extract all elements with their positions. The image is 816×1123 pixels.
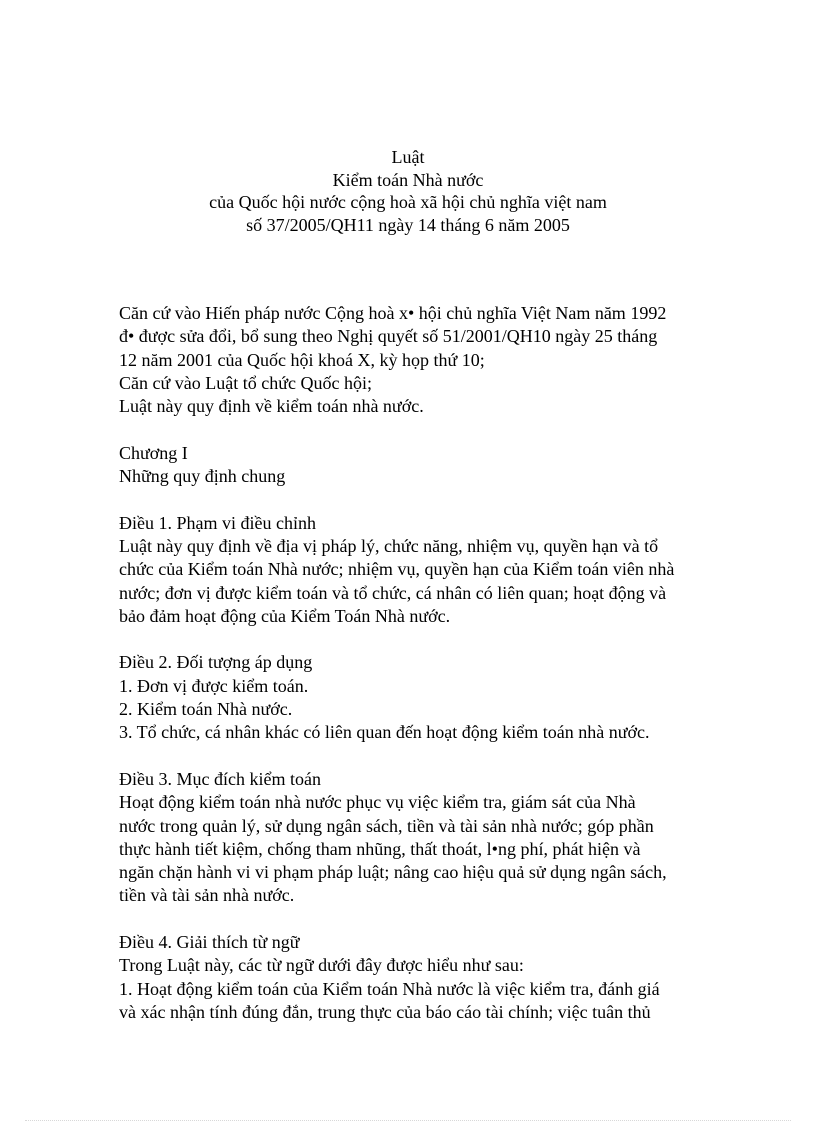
chapter xyxy=(119,442,709,489)
article-heading: Điều 3. Mục đích kiểm toán xyxy=(119,768,321,789)
article-line: 1. Hoạt động kiểm toán của Kiểm toán Nhà nước là việc kiểm tra, đánh giá xyxy=(119,978,660,999)
article-1 xyxy=(119,512,709,628)
article-line: 1. Đơn vị được kiểm toán. xyxy=(119,675,309,696)
law-issuer: của Quốc hội nước cộng hoà xã hội chủ nghĩa việt nam xyxy=(209,192,607,212)
document-body xyxy=(119,302,709,1024)
preamble-line: Căn cứ vào Hiến pháp nước Cộng hoà x• hội chủ nghĩa Việt Nam năm 1992 xyxy=(119,303,667,323)
preamble-line: 12 năm 2001 của Quốc hội khoá X, kỳ họp thứ 10; xyxy=(119,349,485,370)
article-line: 2. Kiểm toán Nhà nước. xyxy=(119,699,293,720)
law-subtitle: Kiểm toán Nhà nước xyxy=(332,169,484,190)
article-3 xyxy=(119,768,709,908)
article-heading: Điều 4. Giải thích từ ngữ xyxy=(119,932,300,953)
article-line: Hoạt động kiểm toán nhà nước phục vụ việc kiểm tra, giám sát của Nhà xyxy=(119,792,636,813)
article-2 xyxy=(119,651,709,744)
chapter-title: Những quy định chung xyxy=(119,466,286,487)
article-line: Luật này quy định về địa vị pháp lý, chức năng, nhiệm vụ, quyền hạn và tổ xyxy=(119,535,659,556)
document-header xyxy=(0,146,816,236)
article-line: tiền và tài sản nhà nước. xyxy=(119,885,295,906)
article-line: nước; đơn vị được kiểm toán và tổ chức, cá nhân có liên quan; hoạt động và xyxy=(119,582,667,603)
preamble-line: đ• được sửa đổi, bổ sung theo Nghị quyết số 51/2001/QH10 ngày 25 tháng xyxy=(119,326,658,347)
article-line: bảo đảm hoạt động của Kiểm Toán Nhà nước. xyxy=(119,605,451,626)
preamble-line: Luật này quy định về kiểm toán nhà nước. xyxy=(119,396,424,417)
chapter-number: Chương I xyxy=(119,442,188,463)
article-line: và xác nhận tính đúng đắn, trung thực của báo cáo tài chính; việc tuân thủ xyxy=(119,1001,651,1022)
article-line: 3. Tổ chức, cá nhân khác có liên quan đến hoạt động kiểm toán nhà nước. xyxy=(119,722,650,743)
article-line: chức của Kiểm toán Nhà nước; nhiệm vụ, quyền hạn của Kiểm toán viên nhà xyxy=(119,559,675,580)
preamble-line: Căn cứ vào Luật tổ chức Quốc hội; xyxy=(119,372,372,393)
article-line: Trong Luật này, các từ ngữ dưới đây được hiểu như sau: xyxy=(119,955,524,976)
law-number: số 37/2005/QH11 ngày 14 tháng 6 năm 2005 xyxy=(246,214,570,235)
article-4 xyxy=(119,931,709,1024)
preamble xyxy=(119,302,709,418)
page-bottom-rule xyxy=(25,1120,791,1121)
article-line: ngăn chặn hành vi vi phạm pháp luật; nâng cao hiệu quả sử dụng ngân sách, xyxy=(119,862,667,883)
article-heading: Điều 1. Phạm vi điều chỉnh xyxy=(119,512,316,533)
law-title: Luật xyxy=(391,147,425,167)
article-line: thực hành tiết kiệm, chống tham nhũng, thất thoát, l•ng phí, phát hiện và xyxy=(119,838,641,859)
article-heading: Điều 2. Đối tượng áp dụng xyxy=(119,652,313,673)
article-line: nước trong quản lý, sử dụng ngân sách, tiền và tài sản nhà nước; góp phần xyxy=(119,815,654,836)
